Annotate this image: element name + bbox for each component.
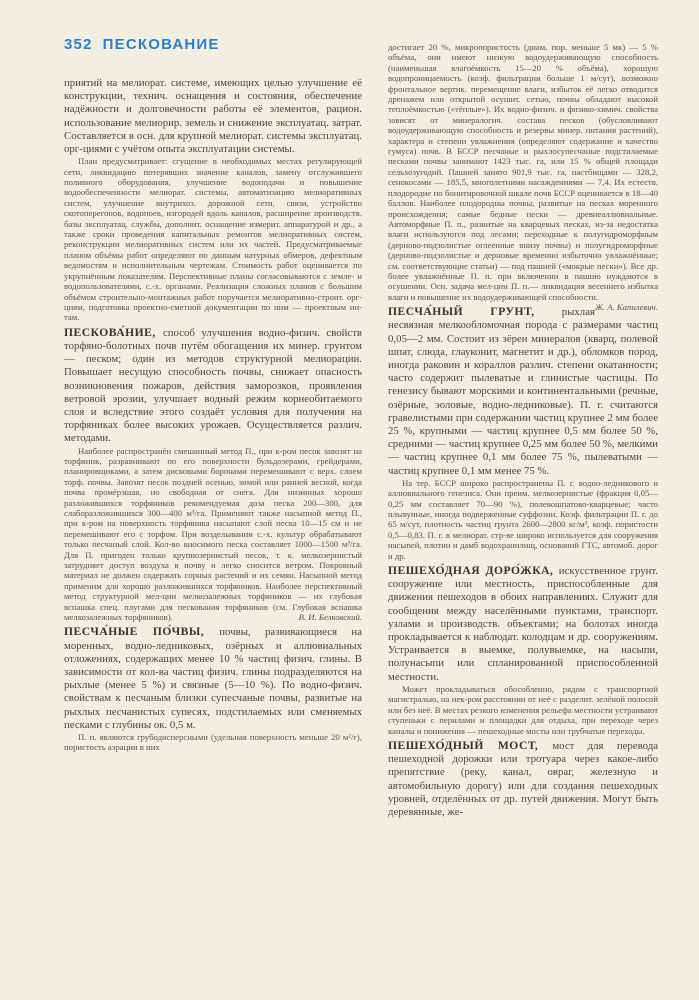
paragraph: План предусматривает: сгущение в необходимых местах регулирующей сети, ликвидацию потерявших значение каналов, замену отслужившего поливного оборудования, улучшение водоподачи и повышение водообеспеченности мелиорат. системы, автоматизацию мелиоративных систем, улучшение внутрихоз. дорожной сети, связи, устройство скотоперегонов, водопоев, изгородей вдоль каналов, расширение производств. базы эксплуатац. службы, дополнит. оснащение измерит. аппаратурой и др., а также сроки проведения капитальных ремонтов мелиоративных систем, реконструкции мелиоративных систем или их частей. Предусматриваемые планом объёмы работ определяют по данным натурных обмеров, дефектным ведомостям и исполнительным чертежам. Стоимость работ оценивается по укрупнённым показателям. Перспективные планы согласовываются с земле- и водопользователями, с.-х. органами. Реализация сложных планов с большим объёмом строительно-монтажных работ поручается мелиоративно-строит. орг-циям, подготовка проектно-сметной документации по ним — проектным ин-там. bbox=[64, 156, 362, 323]
paragraph: Наиболее распространён смешанный метод П., при к-ром песок завозят на торфяник, разравнивают по его поверхности бульдозерами, грейдерами, планировщиками, а затем дисковыми боронами перемешивают с верх. слоем торф. почвы. Завозят песок поздней осенью, зимой или ранней весной, когда почва промёрзшая, но свободная от снега. Для низинных хорошо разложившихся торфяников рекомендуемая доза песка 200—300, для слаборазложившихся 300—400 м³/га. Применяют также насыпной метод П., при к-ром на поверхность торфяника насыпают слой песка 10—15 см и не перемешивают его с торфом. При возделывании с.-х. культур обрабатывают только песчаный слой. Кол-во вносимого песка составляет 1000—1500 м³/га. Для П. пригоден только крупнозернистый песок, т. к. мелкозернистый затрудняет доступ воздуха в почву и легко сносится ветром. Покровный материал не должен содержать сорных растений и их семян. Насыпной метод применим для хорошо разложившихся торфяников. Наиболее перспективный метод структурной мел-ции мелкозалежных торфяников — их глубокая вспашка спец. плугами для пескования торфяников (см. Глубокая вспашка мелкозалежных торфяников). В. И. Белковский. bbox=[64, 445, 362, 623]
author-signature: В. И. Белковский. bbox=[298, 612, 362, 623]
right-column bbox=[388, 42, 658, 962]
entry-term: ПЕШЕХО́ДНЫЙ МОСТ, bbox=[388, 738, 553, 752]
entry-paragraph: ПЕСЧА́НЫЕ ПО́ЧВЫ, почвы, развивающиеся на моренных, водно-ледниковых, озёрных и аллювиальных отложениях, содержащих менее 10 % частиц физич. глины. В зависимости от кол-ва частиц физич. глины подразделяются на рыхлые (менее 5 %) и связные (5—10 %). По водно-физич. свойствам к песчаным близки супесчаные почвы, развитые на рыхлых песчанистых супесях, подстилаемых или сменяемых песками с глубины ок. 0,5 м. bbox=[64, 625, 362, 731]
entry-paragraph: ПЕСЧА́НЫЙ ГРУНТ, рыхлая несвязная мелкообломочная порода с размерами частиц 0,05—2 мм. Состоит из зёрен минералов (кварц, полевой шпат, слюда, глауконит, магнетит и др.), обломков пород, иногда раковин и кораллов различ. степени окатанности; часто содержит пылеватые и глинистые частицы. По генезису бывают морскими и континентальными (речные, озёрные, эоловые, водно-ледниковые). П. г. считаются гравелистыми при содержании частиц крупнее 2 мм более 25 %, крупными — частиц крупнее 0,5 мм более 50 %, средними — частиц крупнее 0,25 мм более 50 %, мелкими — частиц крупнее 0,1 мм более 75 %, пылеватыми — частиц крупнее 0,1 мм менее 75 %. bbox=[388, 305, 658, 477]
entry-paragraph: ПЕШЕХО́ДНАЯ ДОРО́ЖКА, искусственное грунт. сооружение или местность, приспособленные для движения пешеходов в обоих направлениях. Служит для сообщения между населёнными пунктами, транспорт. узлами и производств. объектами; на болотах иногда прокладывается к наблюдат. колодцам и др. сооружениям. Устраивается в выемке, полувыемке, на насыпи, полунасыпи или спланированной приспособленной местности. bbox=[388, 564, 658, 683]
entry-term: ПЕСЧА́НЫЕ ПО́ЧВЫ, bbox=[64, 625, 220, 639]
left-column-text bbox=[64, 77, 362, 957]
entry-paragraph: ПЕСКОВА́НИЕ, способ улучшения водно-физич. свойств торфяно-болотных почв путём обогащения их минер. грунтом — песком; один из методов структурной мелиорации. Повышает несущую способность почвы, снижает опасность возникновения пожаров, действия заморозков, проявления ветровой эрозии, улучшает водный режим корнеобитаемого слоя и вследствие этого создаёт условия для получения на торфяниках более высоких урожаев. Осуществляется различ. методами. bbox=[64, 325, 362, 445]
paragraph: достигает 20 %, микропористость (диам. пор. меньше 5 мк) — 5 % объёма, они имеют низкую водоудерживающую способность (наименьшая влагоёмкость 15—20 % объёма), хорошую водопроницаемость (коэф. фильтрации больше 1 м/сут), возможно фронтальное вертик. перемещение влаги, избыток её легко отводится дренажем или открытой осушит. сетью, почвы обладают высокой теплоёмкостью («тёплые»). Их водно-физич. и физико-химич. свойства зависят от минералогич. состава песков (обусловливают водоудерживающую способность и резервы минер. питания растений), характера и степени увлажнения (определяют содержание и качество гумуса) почв. В БССР песчаные и рыхлосупесчаные подстилаемые песками почвы занимают 1423 тыс. га, или 15 % общей площади сельхозугодий. Пашней занято 901,9 тыс. га, пастбищами — 328,2, сенокосами — 185,5, многолетними насаждениями — 7,4. Их естеств. плодородие по бонитировочной шкале почв БССР оценивается в 18—40 баллов. Наиболее плодородны почвы, развитые на песках моренного происхождения; самые бедные пески — древнеаллювиальные. Автоморфные П. п., развитые на кварцевых песках, из-за недостатка влаги используются под лесами; переходные к полугидроморфным (дерново-подзолистые оглеенные внизу почвы) и полугидроморфные (дерново-подзолистые и дерновые временно избыточно увлажнённые; см. соответствующие статьи) — под пашней («мокрые пески»). Все др. более увлажнённые П. п. при включении в пашню нуждаются в осушении. Осн. задача мел-ции П. п.— ликвидация весеннего избытка влаги и повышение их водоудерживающей способности. Ж. А. Капилевич. bbox=[388, 42, 658, 313]
left-column bbox=[64, 36, 362, 957]
entry-term: ПЕШЕХО́ДНАЯ ДОРО́ЖКА, bbox=[388, 564, 559, 578]
running-head bbox=[64, 36, 362, 53]
entry-term: ПЕСКОВА́НИЕ, bbox=[64, 325, 163, 339]
entry-paragraph: ПЕШЕХО́ДНЫЙ МОСТ, мост для перевода пешеходной дорожки или тротуара через какое-либо препятствие (реку, канал, овраг, железную и автомобильную дорогу) или для создания пешеходных уровней, отделённых от др. путей движения. Могут быть деревянные, же- bbox=[388, 738, 658, 818]
paragraph: На тер. БССР широко распространены П. г. водно-ледникового и аллювиального генезиса. Они преим. мелкозернистые (фракция 0,05—0,25 мм составляет 70—90 %), полевошпатово-кварцевые; часто плывунные, иногда подверженные суффозии. Коэф. фильтрации П. г. до 65 м/сут, плотность частиц грунта 2600—2800 кг/м³, коэф. пористости 0,5—0,83. П. г. в мелиорат. стр-ве широко используется для сооружения насыпей, плотин и дамб водохранилищ, оснований ГТС, автомоб. дорог и др. bbox=[388, 477, 658, 561]
page-number: 352 bbox=[64, 36, 93, 53]
paragraph: П. п. являются грубодисперсными (удельная поверхность меньше 20 м²/г), пористость аэрации в них bbox=[64, 732, 362, 753]
paragraph: Может прокладываться обособленно, рядом с транспортной магистралью, на нек-ром расстоянии от неё с разделит. зелёной полосой или без неё. В местах резкого изменения рельефа местности устраивают ступеньки с перилами и площадки для отдыха, при переходе через каналы и понижения — пешеходные мосты или трубчатые переходы. bbox=[388, 683, 658, 736]
running-headword: ПЕСКОВАНИЕ bbox=[102, 36, 220, 53]
paragraph: приятий на мелиорат. системе, имеющих целью улучшение её конструкции, технич. оснащения и состояния, обеспечение надёжности и долговечности работы её элементов, рацион. использование мелиорир. земель и снижение эксплуатац. затрат. Составляется в осн. для крупной мелиорат. системы эксплуатац. орг-циями с учётом опыта эксплуатации системы. bbox=[64, 77, 362, 156]
author-signature: Ж. А. Капилевич. bbox=[594, 302, 658, 313]
entry-term: ПЕСЧА́НЫЙ ГРУНТ, bbox=[388, 305, 562, 319]
